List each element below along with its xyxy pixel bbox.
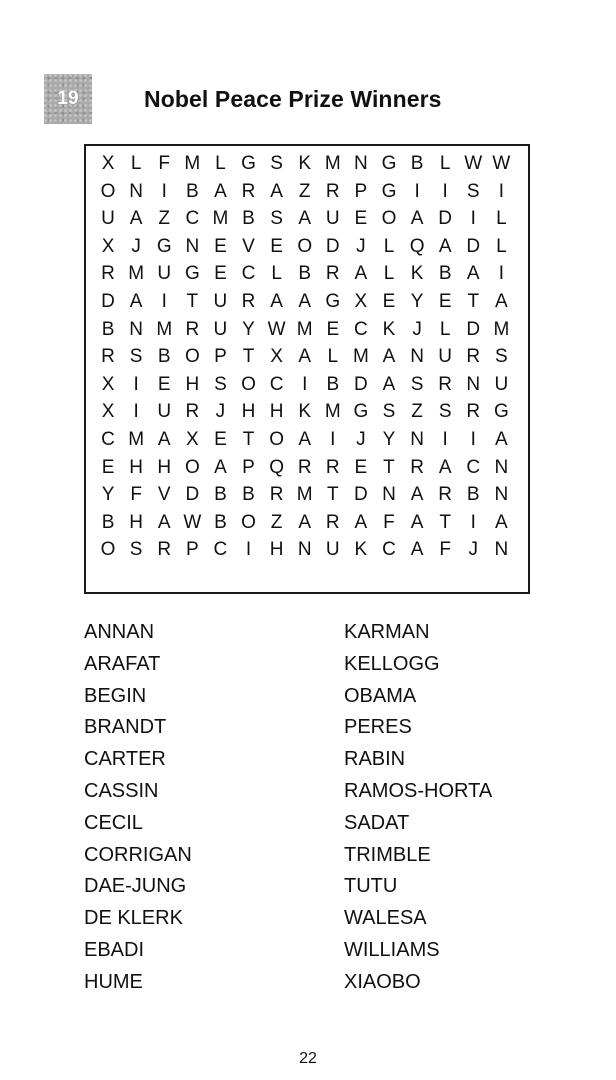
- grid-letter: M: [352, 346, 369, 368]
- word-list-item: KELLOGG: [344, 652, 440, 675]
- grid-letter: R: [325, 180, 340, 202]
- grid-letter: B: [185, 180, 199, 202]
- grid-letter: D: [466, 235, 481, 257]
- word-list-item: TUTU: [344, 875, 398, 898]
- grid-letter: L: [439, 318, 451, 340]
- grid-letter: F: [383, 511, 395, 533]
- word-list-item: PERES: [344, 716, 412, 739]
- word-list-item: CECIL: [84, 811, 143, 834]
- grid-letter: T: [242, 346, 255, 368]
- grid-letter: H: [129, 511, 143, 533]
- grid-letter: N: [185, 235, 200, 257]
- grid-row: [94, 233, 515, 261]
- grid-letter: H: [185, 373, 200, 395]
- grid-letter: C: [269, 373, 284, 395]
- grid-letter: O: [297, 235, 313, 257]
- grid-letter: A: [382, 373, 396, 395]
- grid-letter: B: [438, 263, 452, 285]
- word-list-left: [84, 620, 192, 1002]
- grid-letter: N: [494, 456, 509, 478]
- grid-letter: R: [466, 401, 481, 423]
- grid-letter: M: [324, 401, 341, 423]
- grid-letter: N: [466, 373, 481, 395]
- grid-letter: R: [185, 401, 200, 423]
- grid-letter: A: [438, 235, 452, 257]
- grid-letter: A: [410, 511, 424, 533]
- grid-letter: S: [495, 346, 508, 368]
- grid-letter: G: [325, 290, 341, 312]
- grid-letter: G: [353, 401, 369, 423]
- grid-letter: U: [325, 208, 340, 230]
- grid-letter: R: [185, 318, 200, 340]
- grid-letter: I: [498, 263, 504, 285]
- grid-letter: O: [269, 428, 284, 450]
- page-number: 22: [299, 1050, 317, 1067]
- grid-letter: B: [101, 511, 115, 533]
- grid-letter: Q: [409, 235, 425, 257]
- grid-letter: D: [354, 484, 368, 506]
- grid-letter: M: [493, 318, 510, 340]
- word-list-item: CASSIN: [84, 779, 159, 802]
- grid-letter: I: [414, 180, 420, 202]
- grid-letter: B: [242, 484, 255, 506]
- grid-letter: A: [495, 290, 508, 312]
- grid-letter: U: [213, 290, 228, 312]
- puzzle-number: 19: [57, 88, 79, 109]
- grid-row: [94, 454, 515, 482]
- grid-letter: I: [133, 373, 139, 395]
- grid-letter: W: [464, 153, 483, 174]
- grid-letter: Q: [269, 456, 284, 478]
- grid-letter: R: [438, 373, 453, 395]
- grid-letter: W: [183, 511, 202, 533]
- grid-letter: B: [101, 318, 115, 340]
- grid-letter: A: [438, 456, 452, 478]
- grid-letter: C: [354, 318, 368, 340]
- grid-letter: R: [241, 290, 256, 312]
- grid-letter: D: [466, 318, 481, 340]
- grid-letter: E: [214, 263, 227, 285]
- grid-letter: G: [381, 153, 397, 174]
- grid-letter: V: [242, 235, 255, 257]
- grid-letter: M: [324, 153, 341, 174]
- grid-letter: U: [213, 318, 228, 340]
- grid-letter: L: [383, 263, 395, 285]
- grid-letter: O: [241, 511, 256, 533]
- grid-letter: X: [101, 235, 115, 257]
- grid-letter: K: [410, 263, 424, 285]
- word-list-item: CARTER: [84, 748, 166, 771]
- grid-letter: A: [214, 180, 227, 202]
- grid-letter: B: [157, 346, 171, 368]
- grid-letter: S: [214, 373, 227, 395]
- grid-letter: U: [438, 346, 453, 368]
- grid-letter: M: [128, 263, 145, 285]
- grid-letter: L: [215, 153, 226, 174]
- grid-row: [94, 481, 515, 509]
- grid-letter: M: [156, 318, 173, 340]
- grid-letter: A: [270, 290, 283, 312]
- grid-letter: G: [381, 180, 397, 202]
- word-list-item: RABIN: [344, 748, 406, 771]
- grid-letter: H: [269, 401, 284, 423]
- grid-letter: R: [241, 180, 256, 202]
- grid-letter: P: [185, 539, 199, 561]
- grid-letter: N: [129, 180, 143, 202]
- grid-letter: M: [296, 484, 313, 506]
- grid-letter: A: [354, 511, 368, 533]
- grid-letter: A: [129, 208, 143, 230]
- grid-letter: L: [130, 153, 142, 174]
- word-list-item: TRIMBLE: [344, 843, 431, 866]
- word-list-item: SADAT: [344, 811, 410, 834]
- grid-letter: G: [184, 263, 200, 285]
- grid-letter: S: [270, 153, 283, 174]
- grid-letter: J: [356, 235, 366, 257]
- grid-letter: N: [410, 428, 424, 450]
- grid-letter: O: [381, 208, 397, 230]
- grid-letter: Z: [270, 511, 283, 533]
- word-list-item: ANNAN: [84, 621, 155, 643]
- page-title: Nobel Peace Prize Winners: [144, 86, 442, 112]
- grid-letter: U: [157, 401, 172, 423]
- grid-letter: A: [270, 180, 283, 202]
- grid-letter: C: [466, 456, 481, 478]
- grid-letter: M: [212, 208, 229, 230]
- word-list-item: WALESA: [344, 907, 427, 930]
- grid-row: [94, 150, 515, 178]
- grid-letter: H: [157, 456, 172, 478]
- grid-letter: A: [410, 208, 424, 230]
- grid-letter: O: [241, 373, 256, 395]
- grid-letter: L: [496, 208, 507, 230]
- grid-letter: L: [383, 235, 395, 257]
- grid-letter: E: [214, 235, 227, 257]
- grid-letter: Z: [298, 180, 311, 202]
- grid-letter: G: [493, 401, 509, 423]
- word-list-item: XIAOBO: [344, 970, 421, 993]
- grid-letter: M: [296, 318, 313, 340]
- grid-letter: A: [214, 456, 227, 478]
- grid-letter: T: [326, 484, 339, 506]
- grid-letter: N: [494, 484, 509, 506]
- grid-letter: L: [271, 263, 282, 285]
- grid-row: [94, 260, 515, 288]
- word-list-item: ARAFAT: [84, 652, 161, 675]
- grid-letter: R: [325, 456, 340, 478]
- grid-letter: V: [157, 484, 171, 506]
- grid-letter: D: [354, 373, 368, 395]
- grid-letter: J: [131, 235, 141, 257]
- grid-letter: C: [101, 428, 115, 450]
- grid-letter: A: [157, 511, 171, 533]
- letter-grid-table: [94, 150, 515, 564]
- grid-letter: G: [241, 153, 256, 174]
- grid-letter: E: [270, 235, 283, 257]
- grid-letter: C: [241, 263, 256, 285]
- grid-letter: D: [325, 235, 340, 257]
- grid-letter: X: [354, 290, 368, 312]
- grid-letter: W: [267, 318, 286, 340]
- grid-letter: C: [382, 539, 396, 561]
- word-list-item: DAE-JUNG: [84, 875, 187, 898]
- grid-letter: G: [156, 235, 172, 257]
- grid-letter: S: [466, 180, 480, 202]
- grid-row: [94, 316, 515, 344]
- grid-letter: L: [327, 346, 339, 368]
- grid-letter: B: [326, 373, 340, 395]
- grid-letter: J: [412, 318, 422, 340]
- grid-letter: A: [298, 511, 312, 533]
- grid-letter: D: [101, 290, 115, 312]
- grid-letter: I: [470, 208, 476, 230]
- grid-letter: I: [330, 428, 336, 450]
- puzzle-number-badge: [44, 74, 92, 124]
- grid-letter: A: [495, 428, 508, 450]
- grid-letter: R: [325, 263, 340, 285]
- grid-letter: I: [470, 511, 476, 533]
- grid-letter: X: [185, 428, 199, 450]
- grid-letter: B: [410, 153, 424, 174]
- grid-row: [94, 536, 515, 564]
- grid-letter: O: [184, 456, 200, 478]
- grid-letter: E: [382, 290, 396, 312]
- grid-letter: U: [494, 373, 509, 395]
- grid-letter: X: [101, 401, 115, 423]
- grid-letter: A: [354, 263, 368, 285]
- grid-letter: K: [298, 153, 312, 174]
- grid-letter: K: [354, 539, 368, 561]
- grid-letter: U: [101, 208, 115, 230]
- grid-row: [94, 205, 515, 233]
- grid-letter: O: [100, 180, 116, 202]
- word-list-item: HUME: [84, 970, 143, 993]
- grid-letter: D: [438, 208, 453, 230]
- grid-letter: S: [129, 346, 143, 368]
- word-list-item: DE KLERK: [84, 907, 183, 930]
- grid-letter: A: [157, 428, 171, 450]
- grid-row: [94, 426, 515, 454]
- grid-letter: T: [439, 511, 451, 533]
- grid-letter: I: [302, 373, 308, 395]
- grid-letter: B: [214, 511, 227, 533]
- grid-row: [94, 398, 515, 426]
- grid-letter: O: [100, 539, 116, 561]
- grid-letter: A: [298, 290, 312, 312]
- grid-letter: I: [470, 428, 476, 450]
- grid-letter: Z: [158, 208, 171, 230]
- word-list-item: OBAMA: [344, 684, 417, 707]
- grid-letter: X: [101, 373, 115, 395]
- grid-letter: M: [184, 153, 201, 174]
- grid-letter: N: [129, 318, 143, 340]
- grid-letter: L: [439, 153, 451, 174]
- grid-letter: T: [467, 290, 480, 312]
- grid-letter: R: [410, 456, 424, 478]
- grid-row: [94, 509, 515, 537]
- grid-letter: H: [129, 456, 143, 478]
- grid-letter: E: [438, 290, 452, 312]
- grid-row: [94, 178, 515, 206]
- grid-letter: T: [242, 428, 255, 450]
- grid-letter: N: [382, 484, 396, 506]
- grid-letter: Y: [410, 290, 424, 312]
- grid-letter: S: [438, 401, 452, 423]
- grid-letter: Z: [411, 401, 423, 423]
- word-list-item: CORRIGAN: [84, 843, 192, 866]
- grid-letter: E: [354, 208, 368, 230]
- grid-letter: R: [297, 456, 312, 478]
- grid-letter: P: [214, 346, 227, 368]
- grid-letter: Y: [242, 318, 255, 340]
- grid-letter: R: [101, 263, 115, 285]
- grid-letter: A: [410, 484, 424, 506]
- grid-letter: E: [326, 318, 340, 340]
- grid-letter: P: [354, 180, 368, 202]
- grid-letter: J: [356, 428, 366, 450]
- grid-letter: R: [325, 511, 340, 533]
- grid-letter: X: [270, 346, 283, 368]
- grid-letter: B: [466, 484, 480, 506]
- grid-letter: J: [468, 539, 479, 561]
- grid-letter: C: [213, 539, 228, 561]
- grid-letter: R: [269, 484, 284, 506]
- grid-letter: L: [496, 235, 507, 257]
- grid-letter: R: [466, 346, 481, 368]
- word-list-right: [344, 620, 492, 1002]
- grid-letter: A: [298, 208, 312, 230]
- grid-letter: N: [297, 539, 312, 561]
- grid-letter: Y: [101, 484, 115, 506]
- grid-letter: A: [129, 290, 143, 312]
- grid-letter: A: [410, 539, 424, 561]
- grid-letter: N: [354, 153, 368, 174]
- word-search-grid: [84, 144, 530, 594]
- grid-letter: I: [245, 539, 252, 561]
- grid-letter: H: [241, 401, 256, 423]
- grid-letter: N: [494, 539, 509, 561]
- grid-letter: S: [382, 401, 396, 423]
- word-list-item: BEGIN: [84, 684, 147, 707]
- word-list-item: KARMAN: [344, 621, 430, 643]
- grid-letter: A: [382, 346, 396, 368]
- word-list-item: RAMOS-HORTA: [344, 779, 493, 802]
- grid-letter: Y: [382, 428, 396, 450]
- grid-letter: H: [269, 539, 284, 561]
- grid-letter: S: [410, 373, 424, 395]
- grid-row: [94, 371, 515, 399]
- grid-letter: E: [157, 373, 171, 395]
- grid-letter: P: [242, 456, 255, 478]
- grid-letter: F: [130, 484, 142, 506]
- word-list-item: EBADI: [84, 938, 145, 961]
- grid-row: [94, 343, 515, 371]
- grid-letter: A: [495, 511, 508, 533]
- grid-letter: R: [157, 539, 172, 561]
- grid-letter: F: [439, 539, 451, 561]
- grid-letter: E: [354, 456, 368, 478]
- grid-letter: I: [161, 290, 167, 312]
- grid-letter: O: [184, 346, 200, 368]
- grid-letter: U: [325, 539, 340, 561]
- grid-letter: W: [492, 153, 511, 174]
- grid-letter: K: [298, 401, 312, 423]
- grid-letter: E: [101, 456, 115, 478]
- grid-letter: J: [215, 401, 226, 423]
- grid-letter: X: [101, 153, 115, 174]
- grid-letter: B: [214, 484, 227, 506]
- grid-letter: T: [186, 290, 199, 312]
- grid-letter: I: [442, 428, 448, 450]
- grid-letter: I: [133, 401, 139, 423]
- grid-letter: N: [410, 346, 424, 368]
- grid-letter: S: [129, 539, 143, 561]
- word-list-item: WILLIAMS: [344, 938, 440, 961]
- grid-letter: U: [157, 263, 172, 285]
- grid-letter: E: [214, 428, 227, 450]
- grid-letter: D: [185, 484, 200, 506]
- grid-letter: M: [128, 428, 145, 450]
- grid-letter: F: [158, 153, 171, 174]
- grid-letter: R: [101, 346, 115, 368]
- grid-letter: K: [382, 318, 396, 340]
- grid-letter: A: [298, 428, 312, 450]
- word-list-item: BRANDT: [84, 716, 167, 739]
- grid-letter: S: [270, 208, 283, 230]
- grid-letter: B: [242, 208, 255, 230]
- grid-letter: I: [442, 180, 448, 202]
- grid-letter: I: [161, 180, 167, 202]
- grid-letter: T: [383, 456, 395, 478]
- grid-letter: B: [298, 263, 312, 285]
- grid-row: [94, 288, 515, 316]
- grid-letter: R: [438, 484, 453, 506]
- grid-letter: C: [185, 208, 200, 230]
- grid-letter: A: [466, 263, 480, 285]
- grid-letter: A: [298, 346, 312, 368]
- grid-letter: I: [498, 180, 504, 202]
